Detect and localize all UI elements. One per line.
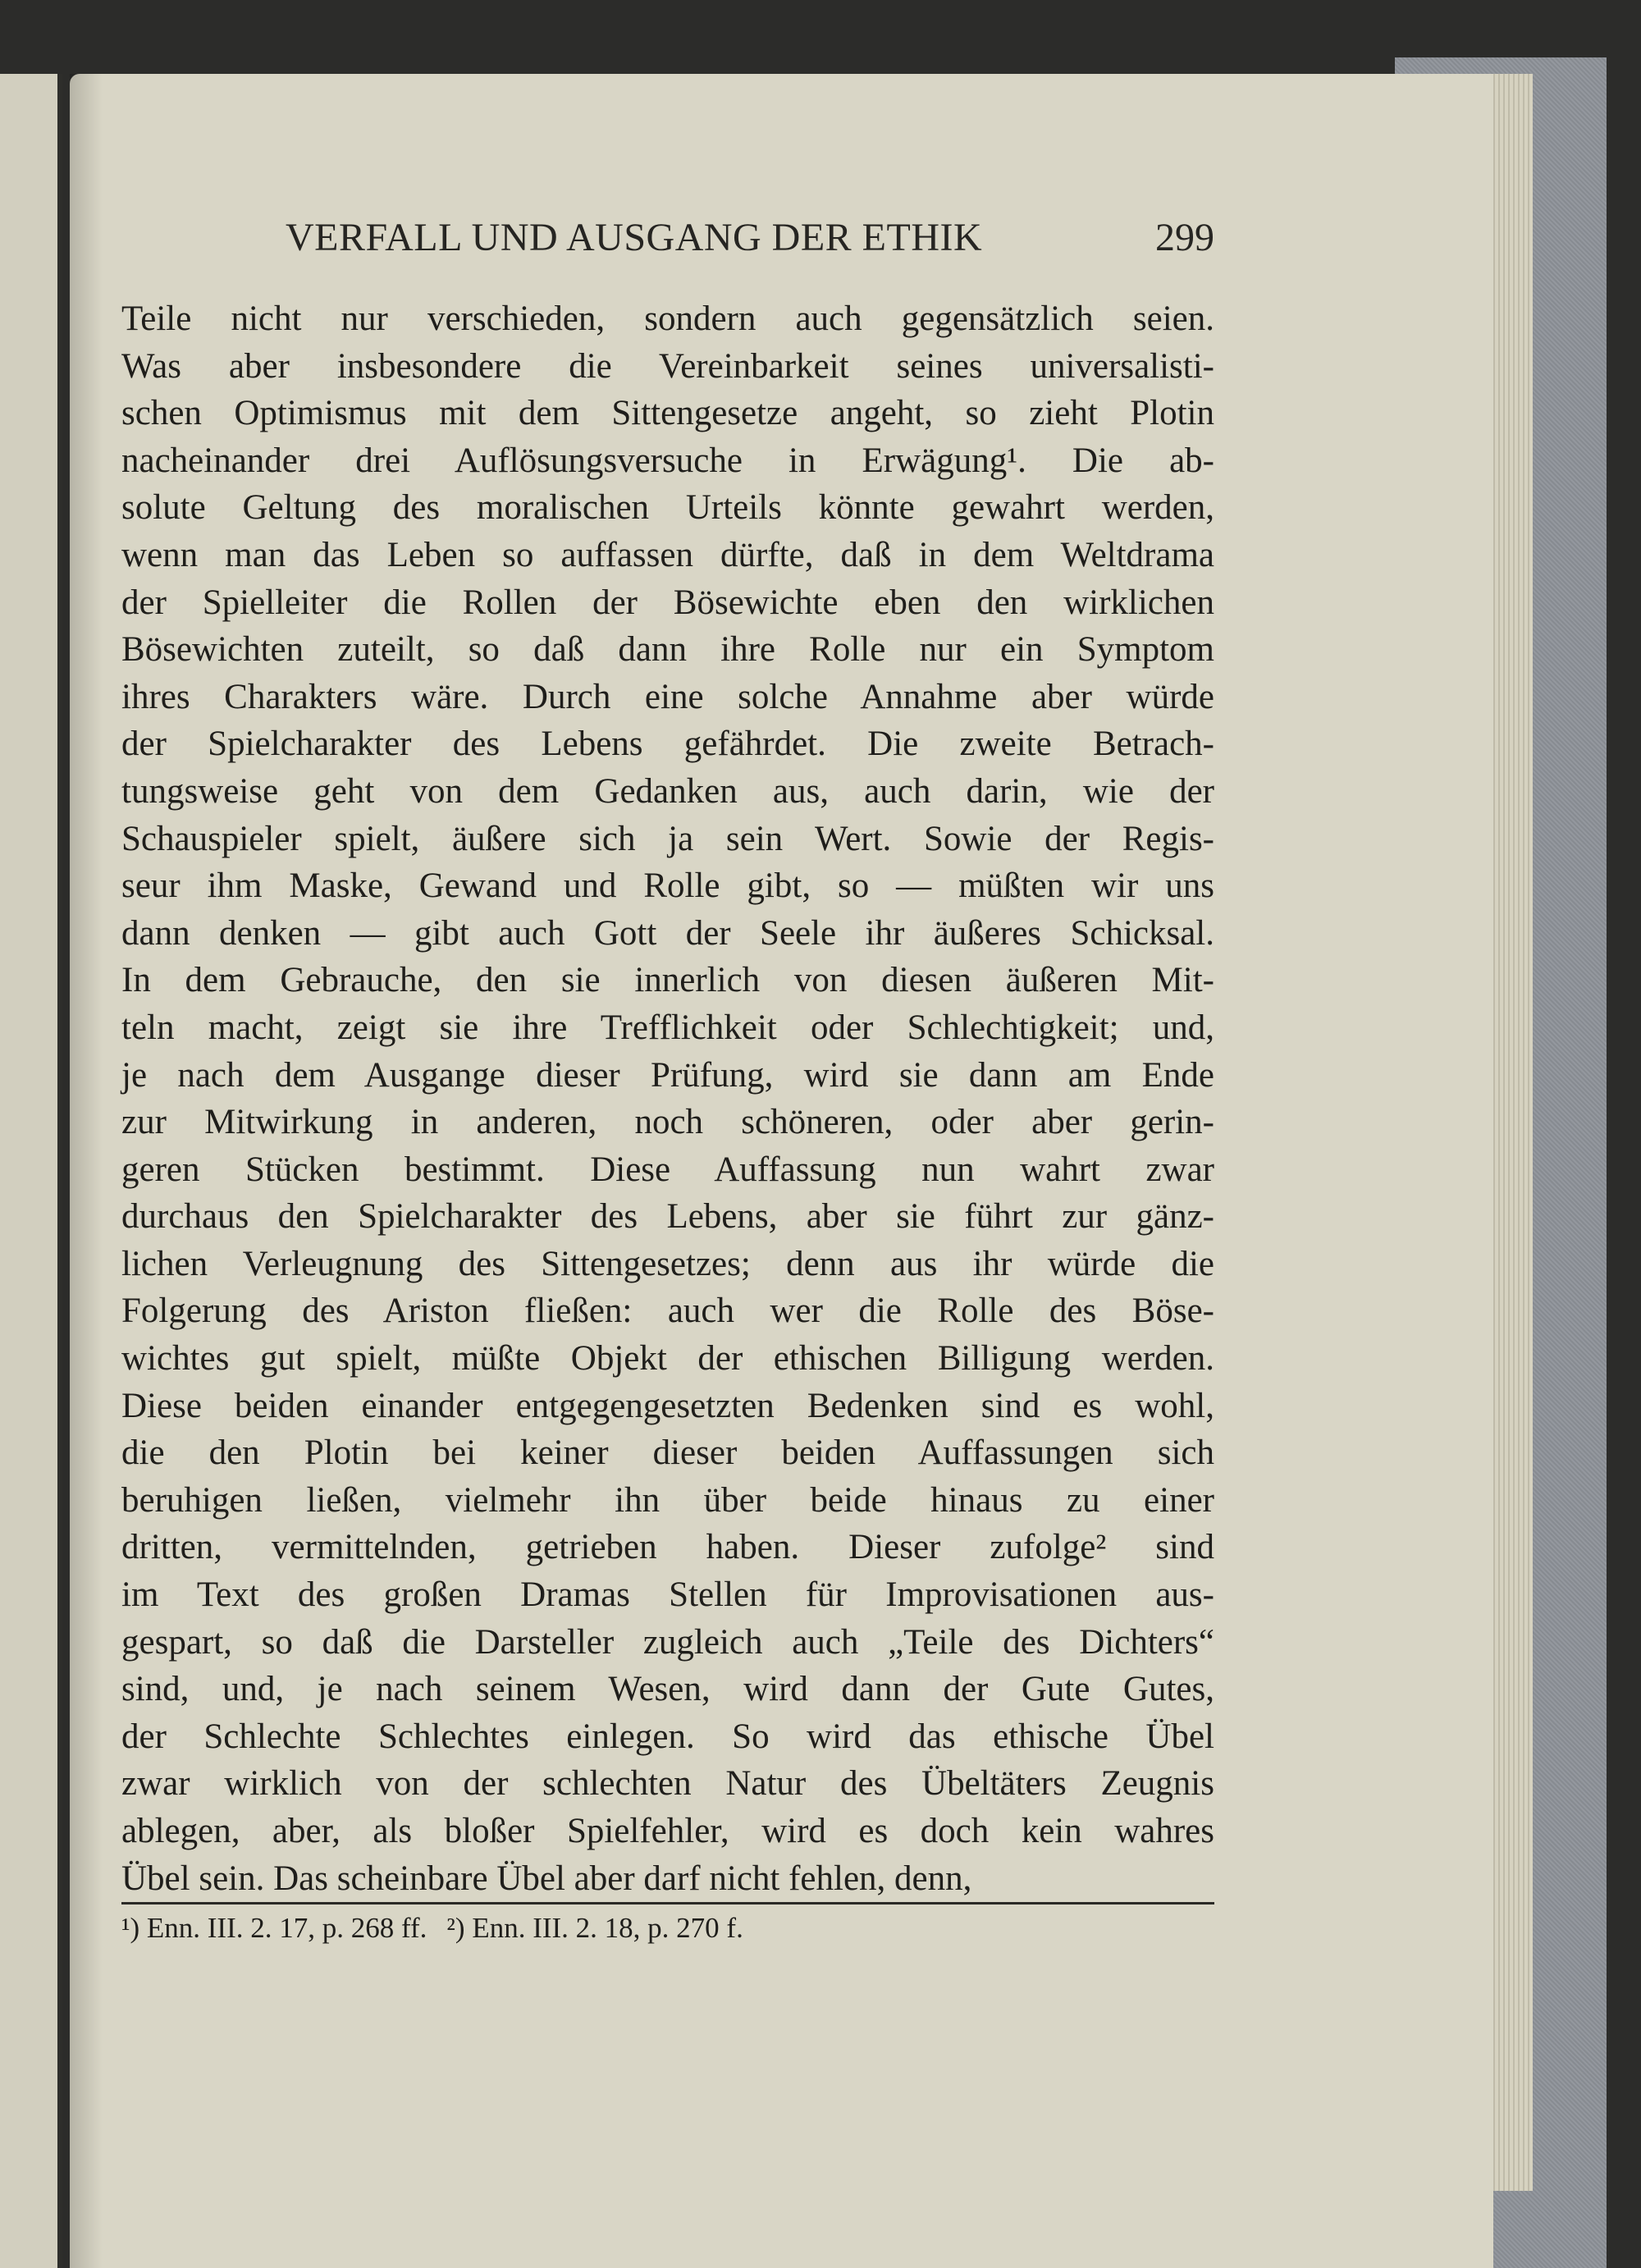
running-head: [286, 215, 1214, 264]
text-line: im Text des großen Dramas Stellen für Improvisationen aus-: [121, 1575, 1214, 1615]
text-line: wichtes gut spielt, müßte Objekt der ethischen Billigung werden.: [121, 1339, 1214, 1379]
text-line: zwar wirklich von der schlechten Natur des Übeltäters Zeugnis: [121, 1764, 1214, 1804]
text-line: nacheinander drei Auflösungsversuche in Erwägung¹. Die ab-: [121, 441, 1214, 480]
text-line: Folgerung des Ariston fließen: auch wer die Rolle des Böse-: [121, 1292, 1214, 1331]
text-line: je nach dem Ausgange dieser Prüfung, wird sie dann am Ende: [121, 1055, 1214, 1095]
text-line: dritten, vermittelnden, getrieben haben. Dieser zufolge² sind: [121, 1528, 1214, 1567]
text-line: durchaus den Spielcharakter des Lebens, aber sie führt zur gänz-: [121, 1197, 1214, 1237]
text-line: der Schlechte Schlechtes einlegen. So wird das ethische Übel: [121, 1717, 1214, 1756]
text-line: ihres Charakters wäre. Durch eine solche Annahme aber würde: [121, 677, 1214, 716]
text-line: tungsweise geht von dem Gedanken aus, auch darin, wie der: [121, 771, 1214, 811]
text-line: Diese beiden einander entgegengesetzten Bedenken sind es wohl,: [121, 1386, 1214, 1425]
text-line: der Spielleiter die Rollen der Bösewichte eben den wirklichen: [121, 583, 1214, 622]
text-line: solute Geltung des moralischen Urteils könnte gewahrt werden,: [121, 488, 1214, 528]
text-line: zur Mitwirkung in anderen, noch schöneren, oder aber gerin-: [121, 1103, 1214, 1142]
text-line: beruhigen ließen, vielmehr ihn über beide hinaus zu einer: [121, 1480, 1214, 1520]
text-line: der Spielcharakter des Lebens gefährdet. Die zweite Betrach-: [121, 725, 1214, 764]
text-line: schen Optimismus mit dem Sittengesetze angeht, so zieht Plotin: [121, 394, 1214, 433]
text-line: ablegen, aber, als bloßer Spielfehler, wird es doch kein wahres: [121, 1812, 1214, 1850]
text-line: dann denken — gibt auch Gott der Seele ihr äußeres Schicksal.: [121, 913, 1214, 953]
text-line: lichen Verleugnung des Sittengesetzes; denn aus ihr würde die: [121, 1244, 1214, 1283]
text-line: Teile nicht nur verschieden, sondern auch gegensätzlich seien.: [121, 300, 1214, 338]
text-line: gespart, so daß die Darsteller zugleich auch „Teile des Dichters“: [121, 1622, 1214, 1662]
text-line: geren Stücken bestimmt. Diese Auffassung nun wahrt zwar: [121, 1150, 1214, 1189]
text-line: In dem Gebrauche, den sie innerlich von diesen äußeren Mit-: [121, 961, 1214, 1000]
facing-page-edge: [0, 74, 62, 2268]
text-line: sind, und, je nach seinem Wesen, wird dann der Gute Gutes,: [121, 1670, 1214, 1709]
text-line: seur ihm Maske, Gewand und Rolle gibt, so — müßten wir uns: [121, 867, 1214, 906]
text-line: Was aber insbesondere die Vereinbarkeit seines universalisti-: [121, 346, 1214, 386]
text-line: die den Plotin bei keiner dieser beiden Auffassungen sich: [121, 1434, 1214, 1473]
page-gutter-shadow: [70, 74, 103, 2268]
text-line: Schauspieler spielt, äußere sich ja sein Wert. Sowie der Regis-: [121, 819, 1214, 858]
text-line: Übel sein. Das scheinbare Übel aber darf nicht fehlen, denn,: [121, 1859, 972, 1898]
running-title: VERFALL UND AUSGANG DER ETHIK: [286, 216, 983, 259]
body-text: [121, 295, 1214, 1902]
footnote-1: ¹) Enn. III. 2. 17, p. 268 ff.: [121, 1912, 427, 1944]
text-line: wenn man das Leben so auffassen dürfte, daß in dem Weltdrama: [121, 535, 1214, 574]
footnote-2: ²) Enn. III. 2. 18, p. 270 f.: [446, 1912, 743, 1944]
text-line: teln macht, zeigt sie ihre Trefflichkeit oder Schlechtigkeit; und,: [121, 1008, 1214, 1047]
footnote-divider: [121, 1902, 1214, 1904]
page-number: 299: [1155, 216, 1214, 259]
footnotes: [121, 1912, 1214, 1945]
text-line: Bösewichten zuteilt, so daß dann ihre Rolle nur ein Symptom: [121, 630, 1214, 670]
